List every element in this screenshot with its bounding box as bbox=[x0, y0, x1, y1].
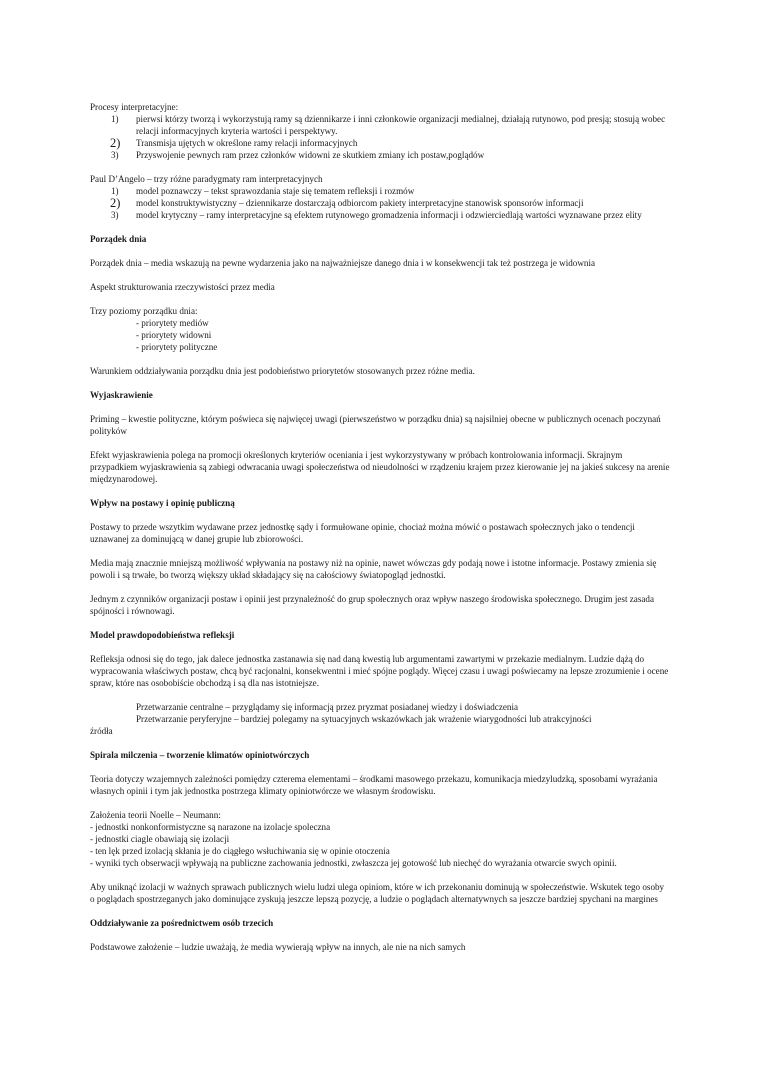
peripheral-processing-continued: źródła bbox=[90, 726, 113, 736]
list-item-text: model konstruktywistyczny – dziennikarze dostarczają odbiorcom pakiety interpretacyjne stanowisk sponsorów informacji bbox=[136, 198, 584, 208]
heading-oddzialywanie: Oddziaływanie za pośrednictwem osób trzecich bbox=[90, 918, 274, 928]
list-item: - priorytety widowni bbox=[136, 330, 212, 340]
paragraph: Refleksja odnosi się do tego, jak dalece jednostka zastanawia się nad daną kwestią lub argumentami zawartymi w przekazie medialnym. Ludzie dążą do wypracowania właściwych postaw, chcą być racjonalni, konsekwentni i mieć spójne poglądy. Więcej czasu i uwagi poświecamy na lepsze zrozumienie i ocene spraw, które nas osobobiście obchodzą i są dla nas istotniejsze. bbox=[90, 654, 669, 688]
list-item bbox=[90, 149, 670, 161]
paragraph: Media mają znacznie mniejszą możliwość wpływania na postawy niż na opinie, nawet wówczas gdy podają nowe i istotne informacje. Postawy zmienia się powoli i są trwałe, bo tworzą większy układ składający się na całościowy światopogląd jednostki. bbox=[90, 558, 657, 580]
paragraph: Jednym z czynników organizacji postaw i opinii jest przynależność do grup społecznych oraz wpływ naszego środowiska społecznego. Drugim jest zasada spójności i równowagi. bbox=[90, 594, 654, 616]
assumptions-list bbox=[90, 821, 670, 869]
list-number: 1) bbox=[111, 186, 119, 196]
heading-model: Model prawdopodobieństwa refleksji bbox=[90, 630, 235, 640]
list-item bbox=[90, 197, 670, 209]
list-item: - wyniki tych obserwacji wpływają na publiczne zachowania jednostki, zwłaszcza jej gotowość lub niechęć do wyrażania otwarcie swych opinii. bbox=[90, 858, 617, 868]
list-item: - priorytety mediów bbox=[136, 318, 209, 328]
list-item-text: pierwsi którzy tworzą i wykorzystują ramy są dziennikarze i inni członkowie organizacji medialnej, działają rutynowo, pod presją; stosują wobec relacji informacyjnych kryteria wartości i perspektywy. bbox=[136, 114, 666, 136]
heading-wplyw: Wpływ na postawy i opinię publiczną bbox=[90, 498, 235, 508]
levels-title: Trzy poziomy porządku dnia: bbox=[90, 306, 198, 316]
list-number: 3) bbox=[111, 150, 119, 160]
paragraph: Porządek dnia – media wskazują na pewne wydarzenia jako na najważniejsze danego dnia i w konsekwencji tak też postrzega je widownia bbox=[90, 258, 596, 268]
list-item-text: Transmisja ujętych w określone ramy relacji informacyjnych bbox=[136, 138, 358, 148]
list-number: 2) bbox=[110, 196, 121, 210]
list-item: - jednostki nonkonformistyczne są narazone na izolacje spoleczna bbox=[90, 822, 331, 832]
paragraph: Aby uniknąć izolacji w ważnych sprawach publicznych wielu ludzi ulega opiniom, które w ich przekonaniu dominują w społeczeństwie. Wskutek tego osoby o poglądach spostrzeganych jako dominujące zyskują jeszcze lepszą pozycję, a ludzie o poglądach alternatywnych sa jeszcze bardziej spychani na margines bbox=[90, 882, 665, 904]
list-item-text: model poznawczy – tekst sprawozdania staje się tematem refleksji i rozmów bbox=[136, 186, 415, 196]
paragraph: Postawy to przede wszytkim wydawane przez jednostkę sądy i formułowane opinie, chociaż można mówić o postawach społecznych jako o tendencji uznawanej za dominującą w danej grupie lub zbiorowości. bbox=[90, 522, 635, 544]
list-item: - ten lęk przed izolacją skłania je do ciągłego wsłuchiwania się w opinie otoczenia bbox=[90, 846, 390, 856]
list-item bbox=[90, 113, 670, 137]
numbered-list bbox=[90, 185, 670, 221]
levels-list bbox=[90, 317, 670, 353]
heading-spirala: Spirala milczenia – tworzenie klimatów opiniotwórczych bbox=[90, 750, 310, 760]
list-item bbox=[90, 209, 670, 221]
list-number: 2) bbox=[110, 136, 121, 150]
paragraph: Priming – kwestie polityczne, którym poświeca się najwięcej uwagi (pierwszeństwo w porządku dnia) są najsilniej obecne w publicznych ocenach poczynań polityków bbox=[90, 414, 661, 436]
list-item-text: model krytyczny – ramy interpretacyjne są efektem rutynowego gromadzenia informacji i odzwierciedlają wartości wyznawane przez elity bbox=[136, 210, 642, 220]
section-title: Paul D’Angelo – trzy różne paradygmaty ram interpretacyjnych bbox=[90, 174, 323, 184]
heading-porzadek-dnia: Porządek dnia bbox=[90, 234, 147, 244]
central-processing: Przetwarzanie centralne – przyglądamy się informacją przez pryzmat posiadanej wiedzy i doświadczenia bbox=[136, 702, 519, 712]
list-item: - priorytety polityczne bbox=[136, 342, 218, 352]
paragraph: Efekt wyjaskrawienia polega na promocji określonych kryteriów oceniania i jest wykorzystywany w próbach kontrolowania informacji. Skrajnym przypadkiem wyjaskrawienia są zabiegi odwracania uwagi społeczeństwa od nieudolności w rządzeniu krajem przez kierowanie jej na jakieś sukcesy na arenie międzynarodowej. bbox=[90, 450, 670, 484]
document-page bbox=[90, 101, 670, 953]
list-number: 3) bbox=[111, 210, 119, 220]
paragraph: Warunkiem oddziaływania porządku dnia jest podobieństwo priorytetów stosowanych przez różne media. bbox=[90, 366, 475, 376]
list-item bbox=[90, 137, 670, 149]
peripheral-processing: Przetwarzanie peryferyjne – bardziej polegamy na sytuacyjnych wskazówkach jak wrażenie wiarygodności lub atrakcyjności bbox=[136, 714, 592, 724]
heading-wyjaskrawienie: Wyjaskrawienie bbox=[90, 390, 153, 400]
paragraph: Podstawowe założenie – ludzie uważają, że media wywierają wpływ na innych, ale nie na nich samych bbox=[90, 942, 466, 952]
paragraph: Aspekt strukturowania rzeczywistości przez media bbox=[90, 282, 275, 292]
paragraph: Teoria dotyczy wzajemnych zależności pomiędzy czterema elementami – środkami masowego przekazu, komunikacja miedzyludzką, sposobami wyrażania własnych opinii i tym jak jednostka postrzega klimaty opiniotwórcze we własnym środowisku. bbox=[90, 774, 658, 796]
numbered-list bbox=[90, 113, 670, 161]
list-item: - jednostki ciagle obawiają się izolacji bbox=[90, 834, 230, 844]
list-item bbox=[90, 185, 670, 197]
section-title: Procesy interpretacyjne: bbox=[90, 102, 179, 112]
list-number: 1) bbox=[111, 114, 119, 124]
assumptions-title: Założenia teorii Noelle – Neumann: bbox=[90, 810, 221, 820]
list-item-text: Przyswojenie pewnych ram przez członków widowni ze skutkiem zmiany ich postaw,poglądów bbox=[136, 150, 485, 160]
